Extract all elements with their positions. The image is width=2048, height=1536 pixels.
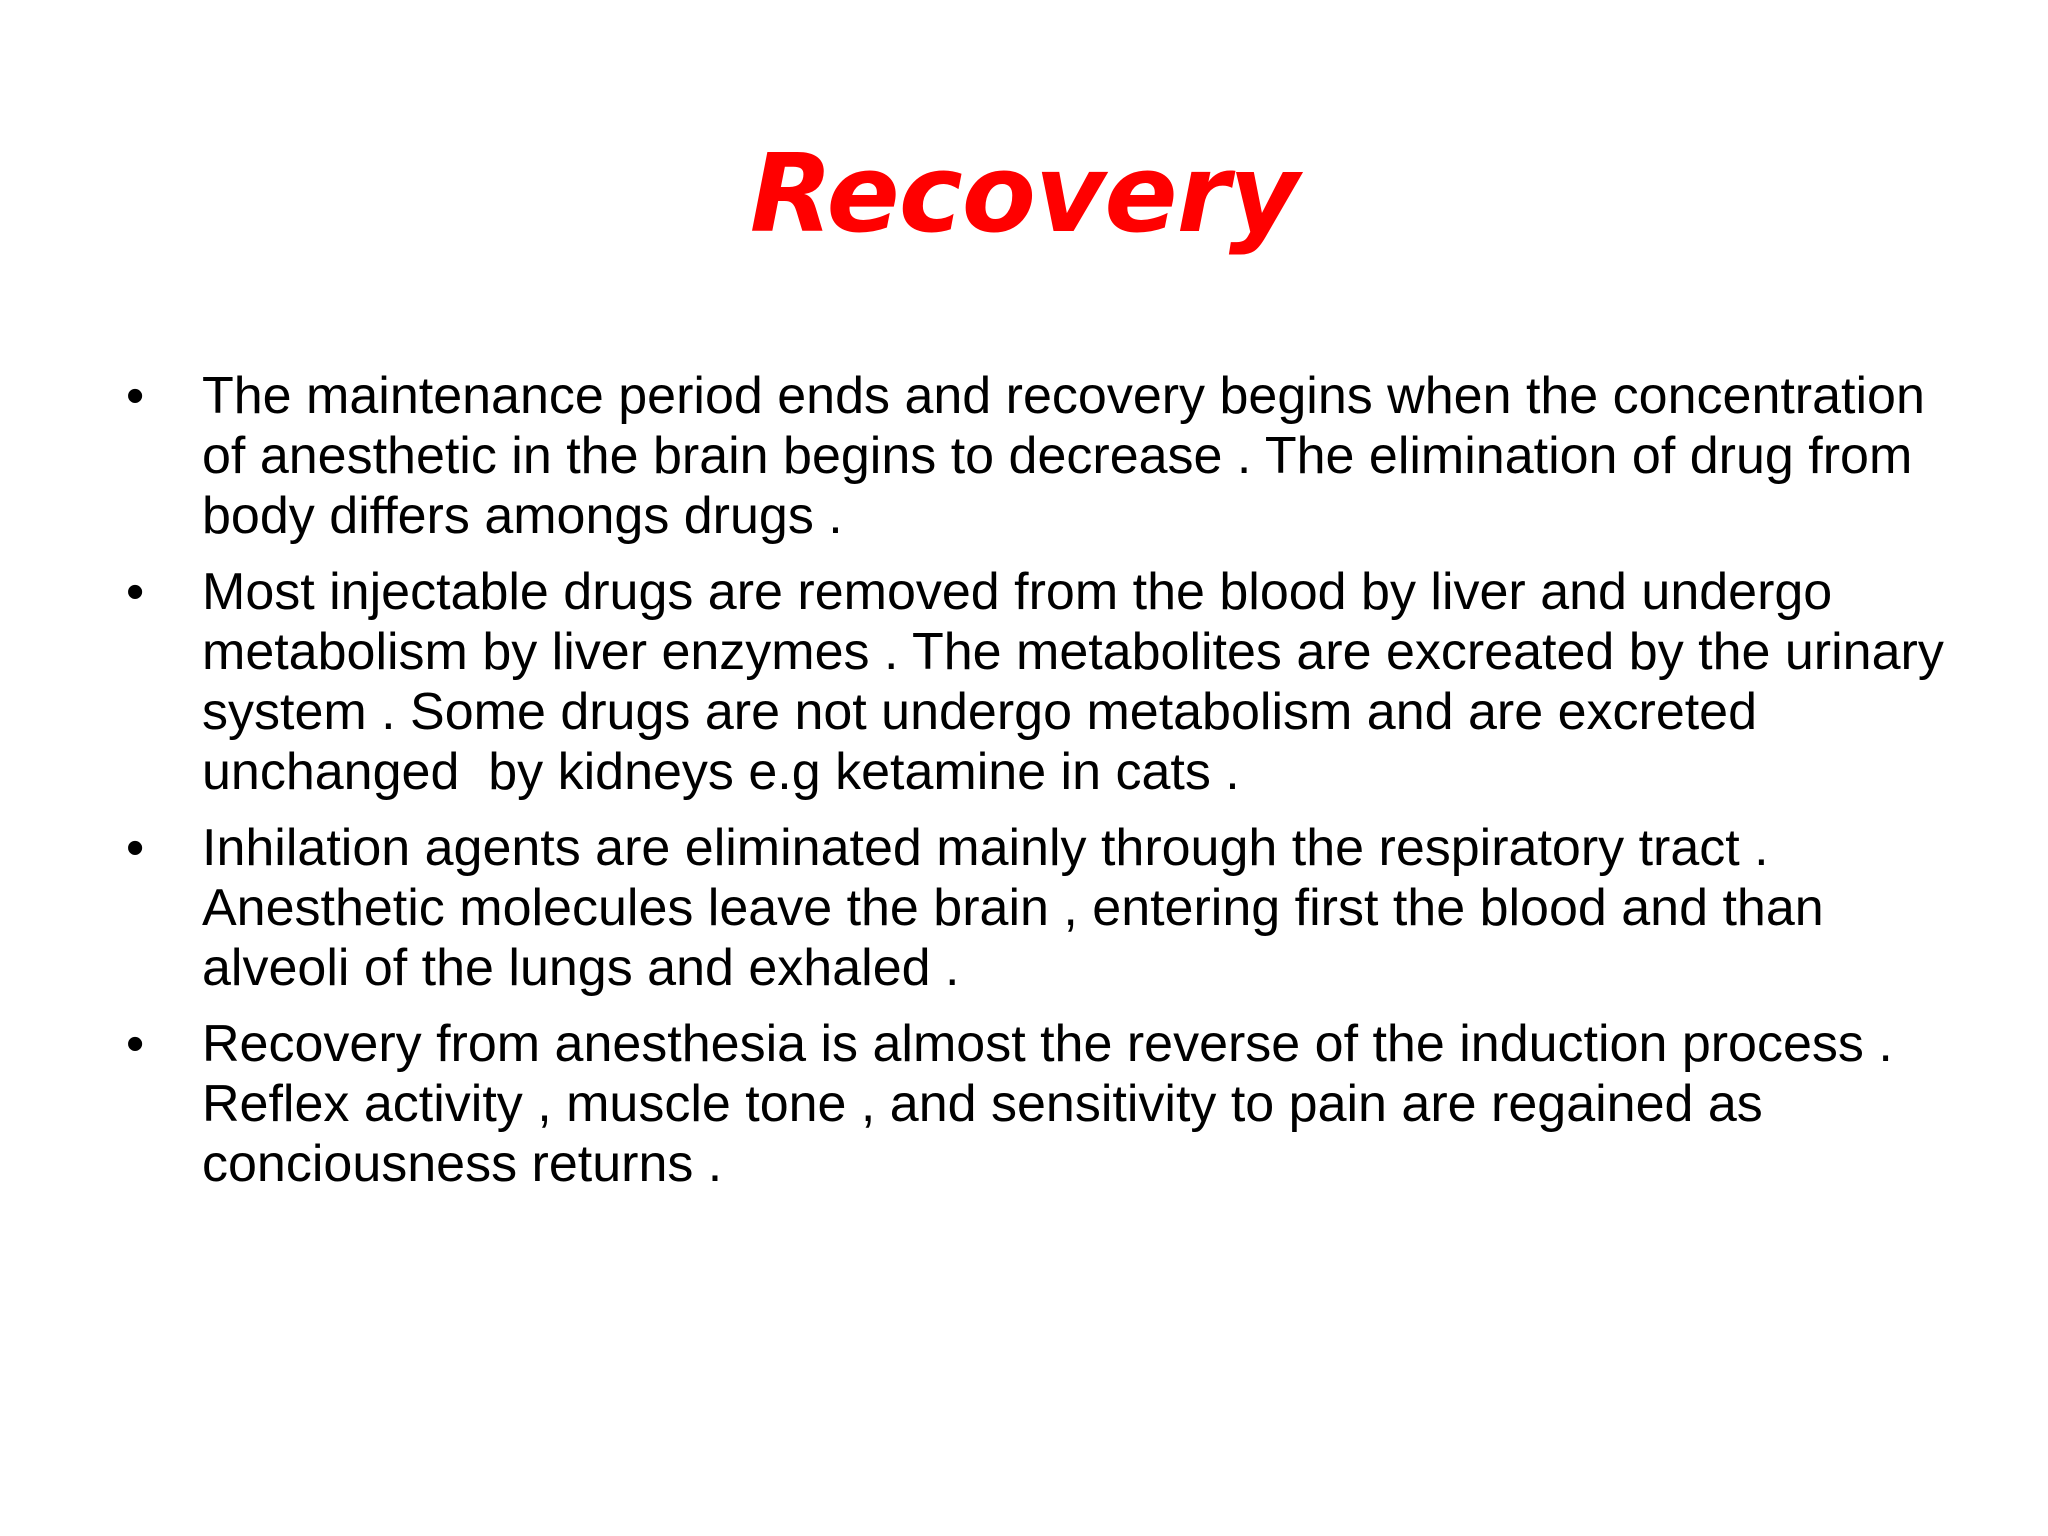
slide-title: Recovery xyxy=(749,132,1299,257)
bullet-text: Recovery from anesthesia is almost the reverse of the induction process . Reflex activity , muscle tone , and sensitivity to pain are regained as conciousness returns . xyxy=(202,1015,1908,1193)
bullet-text: Most injectable drugs are removed from the blood by liver and undergo metabolism by liver enzymes . The metabolites are excreated by the urinary system . Some drugs are not undergo metabolism and are excreted unchanged by kidneys e.g ketamine in cats . xyxy=(202,563,1959,801)
bullet-icon: • xyxy=(126,819,145,877)
bullet-icon: • xyxy=(126,563,145,621)
bullet-item xyxy=(120,562,1980,802)
bullet-list xyxy=(120,366,1980,1210)
bullet-item xyxy=(120,1014,1980,1194)
bullet-icon: • xyxy=(126,367,145,425)
bullet-item xyxy=(120,818,1980,998)
bullet-text: The maintenance period ends and recovery begins when the concentration of anesthetic in the brain begins to decrease . The elimination of drug from body differs amongs drugs . xyxy=(202,367,1940,545)
bullet-item xyxy=(120,366,1980,546)
bullet-text: Inhilation agents are eliminated mainly through the respiratory tract . Anesthetic molecules leave the brain , entering first the blood and than alveoli of the lungs and exhaled . xyxy=(202,819,1839,997)
bullet-icon: • xyxy=(126,1015,145,1073)
